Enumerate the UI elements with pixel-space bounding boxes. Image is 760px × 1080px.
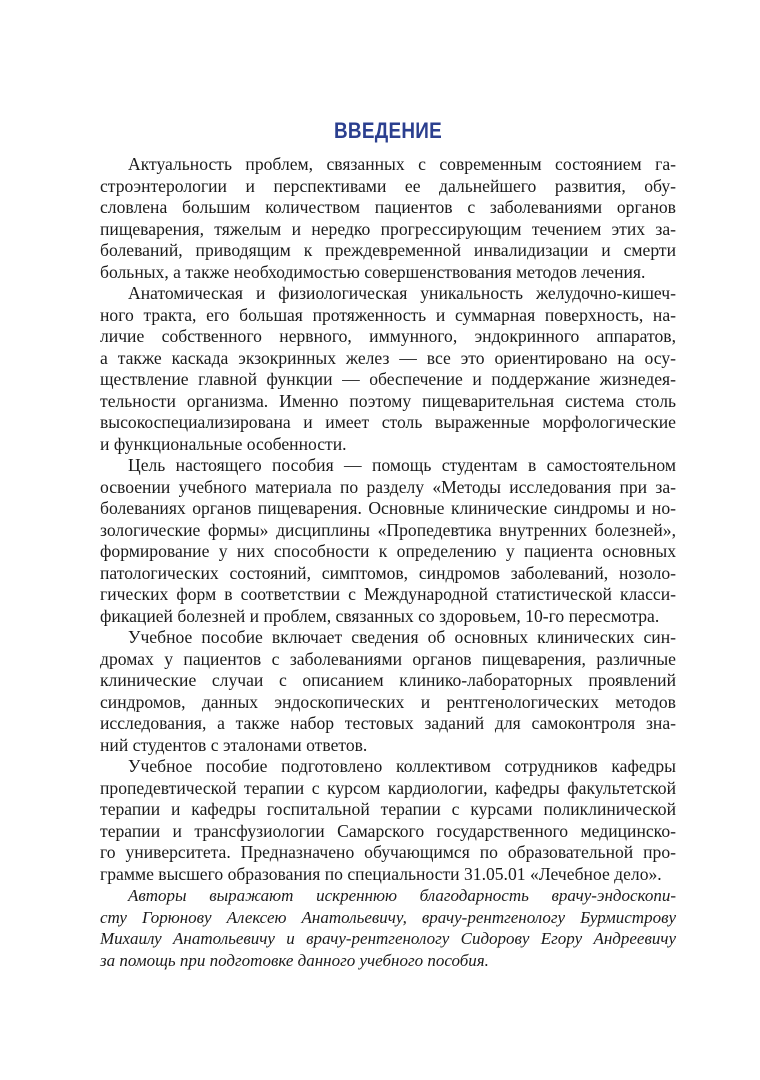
page-title: ВВЕДЕНИЕ [333, 118, 442, 143]
acknowledgement-line: Авторы выражают искреннюю благодарность врачу-эндоскопи- [128, 886, 676, 905]
text-line: исследования, а также набор тестовых заданий для самоконтроля зна- [100, 713, 676, 733]
text-line: ществление главной функции — обеспечение и поддержание жизнедея- [100, 369, 676, 389]
text-line: терапии и кафедры госпитальной терапии с курсами поликлинической [100, 799, 676, 819]
document-page [100, 118, 676, 971]
text-line: фикацией болезней и проблем, связанных со здоровьем, 10-го пересмотра. [100, 605, 660, 626]
text-line: го университета. Предназначено обучающимся по образовательной про- [100, 842, 676, 862]
text-line: синдромов, данных эндоскопических и рентгенологических методов [100, 691, 676, 712]
text-line: пропедевтической терапии с курсом кардиологии, кафедры факультетской [100, 777, 676, 798]
text-line: освоении учебного материала по разделу «Методы исследования при за- [100, 476, 676, 497]
text-line: гических форм в соответствии с Международной статистической класси- [100, 584, 676, 604]
text-line: грамме высшего образования по специальности 31.05.01 «Лечебное дело». [100, 863, 662, 884]
acknowledgement-line: Михаилу Анатольевичу и врачу-рентгенологу Сидорову Егору Андреевичу [100, 929, 676, 948]
text-line: строэнтерологии и перспективами ее дальнейшего развития, обу- [100, 175, 676, 196]
text-line: патологических состояний, симптомов, синдромов заболеваний, нозоло- [100, 562, 676, 583]
acknowledgement [100, 885, 676, 971]
acknowledgement-line: за помощь при подготовке данного учебного пособия. [100, 950, 489, 970]
text-line: и функциональные особенности. [100, 433, 347, 454]
text-line: Актуальность проблем, связанных с современным состоянием га- [128, 154, 676, 174]
text-line: Учебное пособие включает сведения об основных клинических син- [128, 627, 676, 647]
text-line: клинические случаи с описанием клинико-лабораторных проявлений [100, 670, 676, 690]
paragraph [100, 455, 676, 627]
acknowledgement-line: сту Горюнову Алексею Анатольевичу, врачу-рентгенологу Бурмистрову [100, 907, 676, 927]
text-line: высокоспециализирована и имеет столь выраженные морфологические [100, 412, 676, 432]
paragraph [100, 756, 676, 885]
text-line: тельности организма. Именно поэтому пищеварительная система столь [100, 390, 676, 411]
body-text [100, 154, 676, 971]
text-line: ний студентов с эталонами ответов. [100, 734, 368, 755]
text-line: Цель настоящего пособия — помощь студентам в самостоятельном [128, 455, 676, 475]
text-line: терапии и трансфузиологии Самарского государственного медицинско- [100, 820, 676, 841]
text-line: больных, а также необходимостью совершенствования методов лечения. [100, 261, 646, 282]
text-line: пищеварения, тяжелым и нередко прогрессирующим течением этих за- [100, 218, 676, 239]
text-line: формирование у них способности к определению у пациента основных [100, 541, 676, 561]
text-line: ного тракта, его большая протяженность и суммарная поверхность, на- [100, 304, 676, 325]
text-line: Учебное пособие подготовлено коллективом сотрудников кафедры [128, 756, 676, 776]
paragraph [100, 154, 676, 283]
text-line: словлена большим количеством пациентов с заболеваниями органов [100, 197, 676, 217]
paragraph [100, 283, 676, 455]
text-line: дромах у пациентов с заболеваниями органов пищеварения, различные [100, 648, 676, 669]
text-line: болеваний, приводящим к преждевременной инвалидизации и смерти [100, 240, 676, 260]
text-line: Анатомическая и физиологическая уникальность желудочно-кишеч- [128, 283, 676, 303]
text-line: а также каскада экзокринных желез — все это ориентировано на осу- [100, 347, 676, 368]
text-line: болеваниях органов пищеварения. Основные клинические синдромы и но- [100, 498, 676, 518]
text-line: личие собственного нервного, иммунного, эндокринного аппаратов, [100, 326, 676, 346]
text-line: зологические формы» дисциплины «Пропедевтика внутренних болезней», [100, 519, 676, 540]
paragraph [100, 627, 676, 756]
